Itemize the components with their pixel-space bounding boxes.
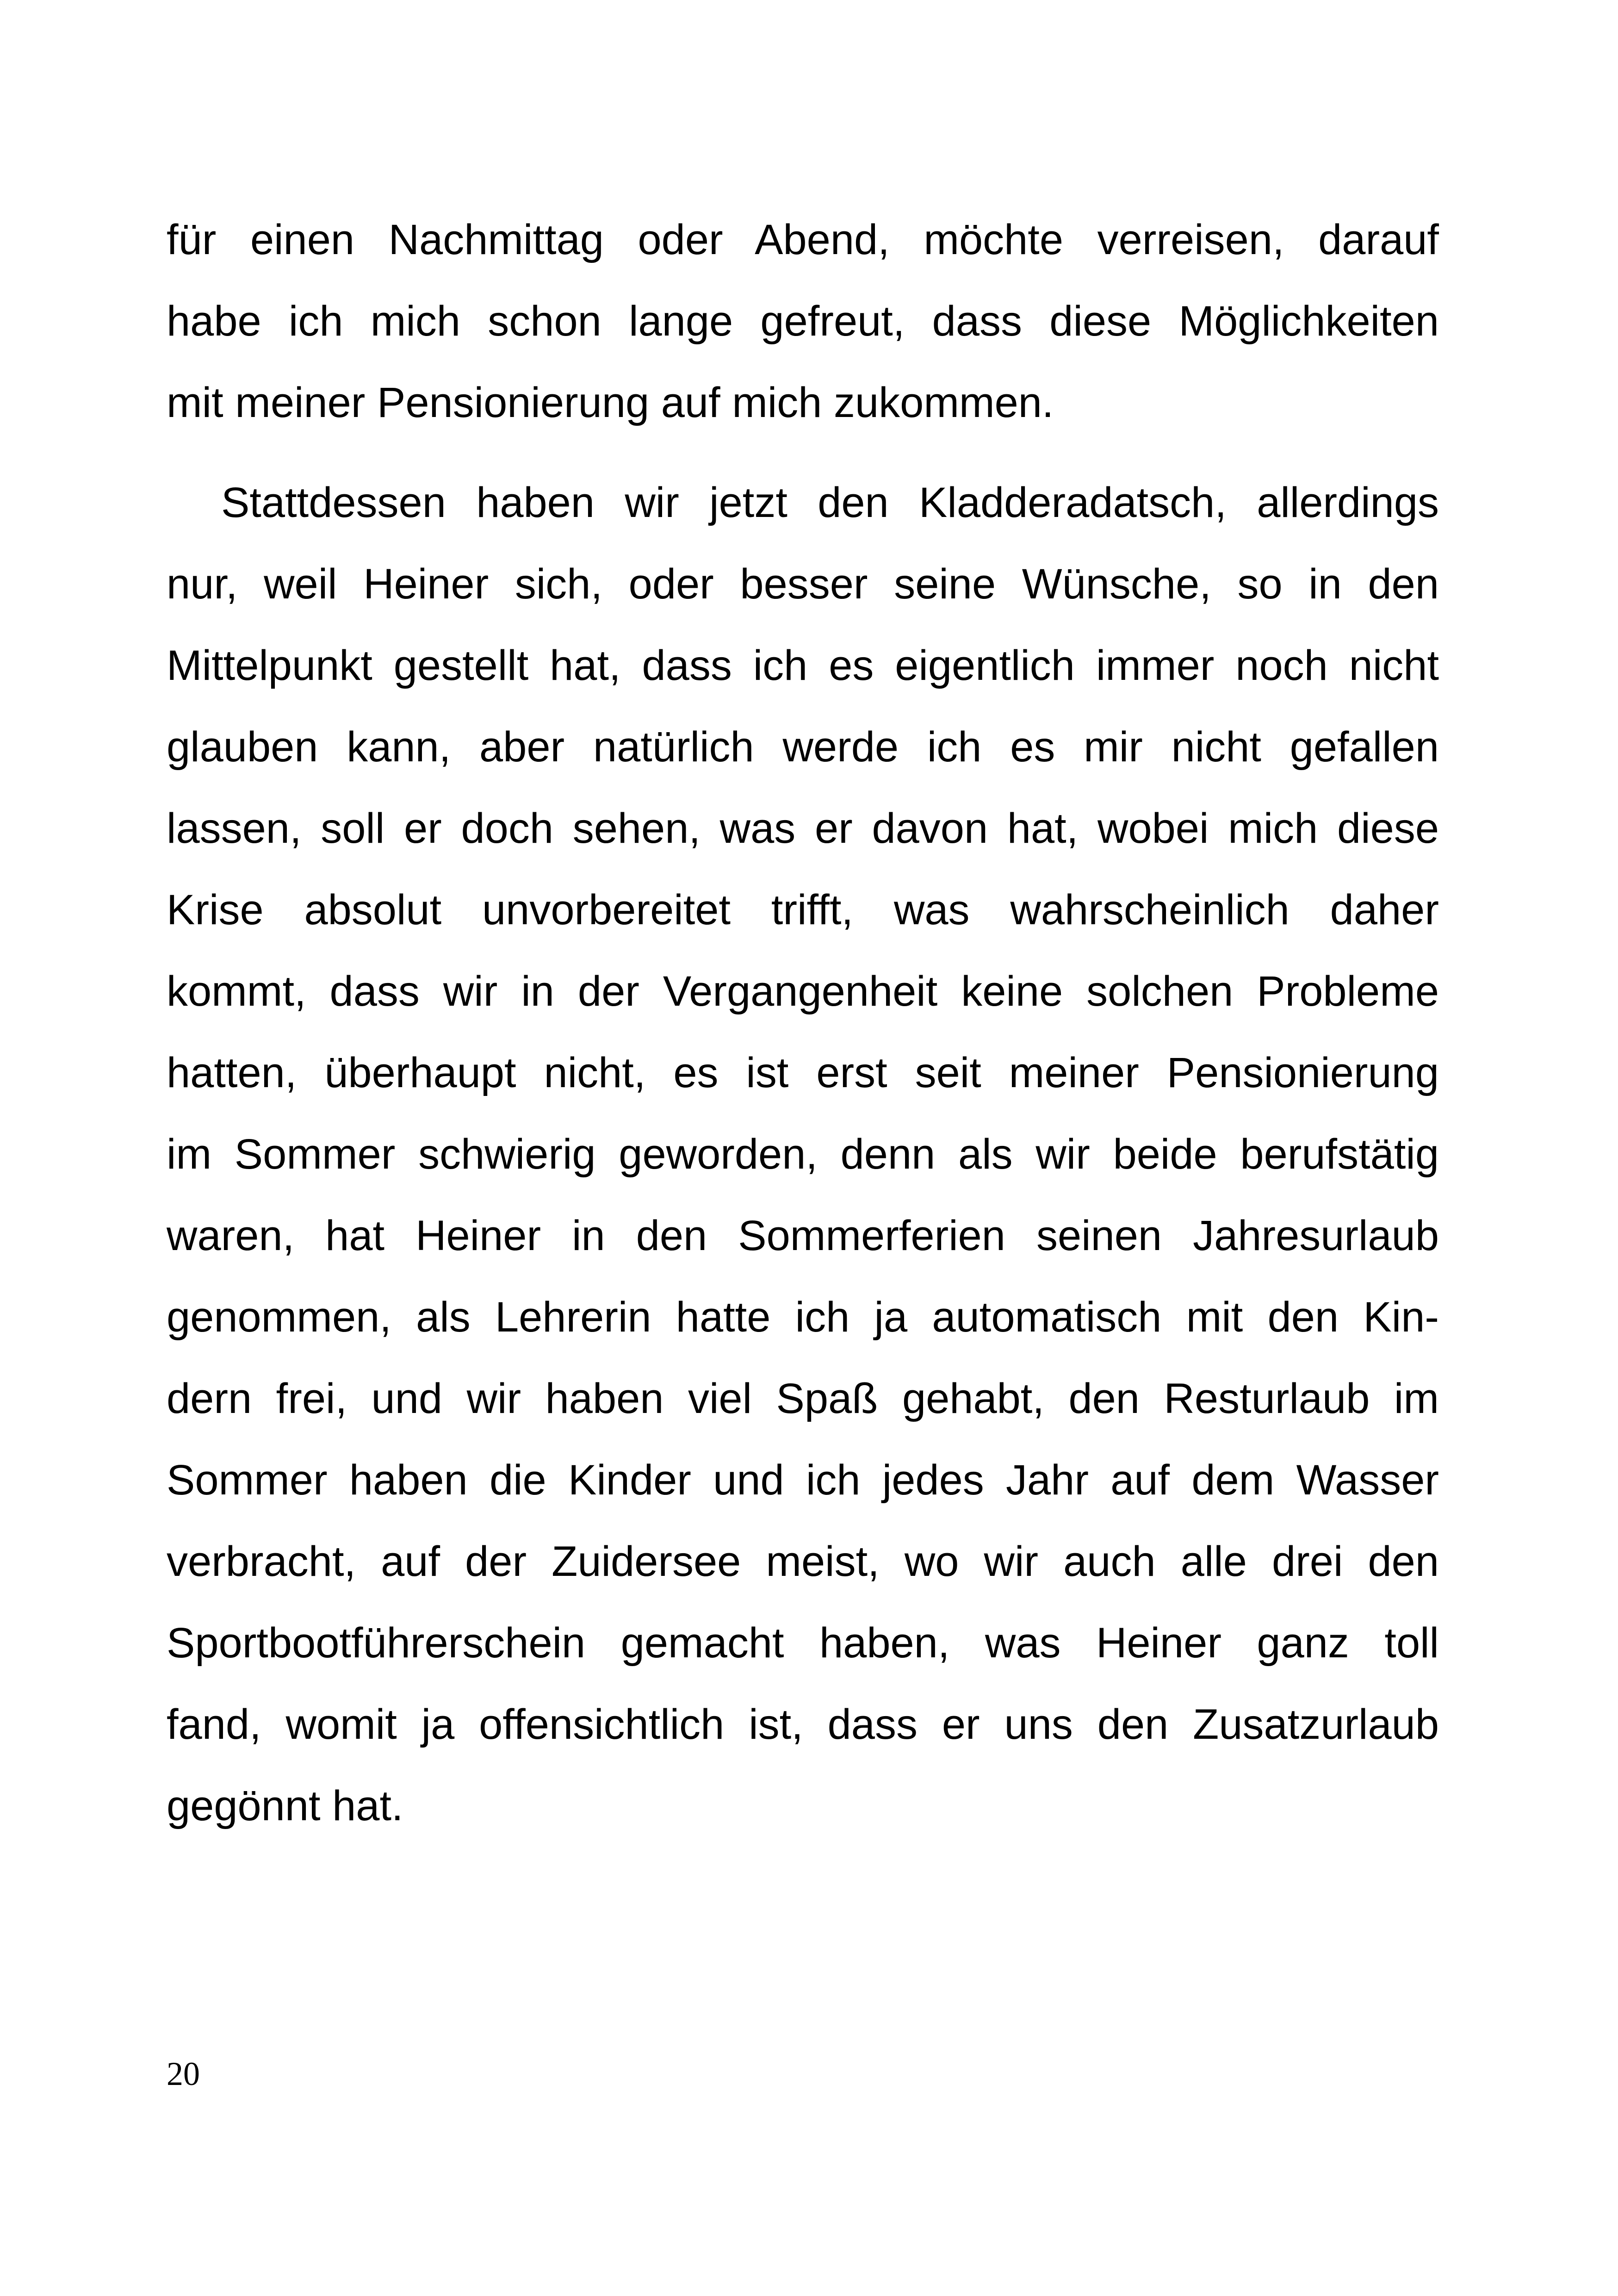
text-line: verbracht, auf der Zuidersee meist, wo wir auch alle drei den [167, 1538, 1439, 1585]
paragraph-spacer [167, 443, 1439, 462]
text-line: glauben kann, aber natürlich werde ich es mir nicht gefallen [167, 723, 1439, 771]
text-line: habe ich mich schon lange gefreut, dass diese Möglichkeiten [167, 298, 1439, 345]
text-line: hatten, überhaupt nicht, es ist erst seit meiner Pensionierung [167, 1049, 1439, 1096]
text-line: waren, hat Heiner in den Sommerferien seinen Jahresurlaub [167, 1212, 1439, 1259]
body-text [167, 199, 1439, 1847]
text-line: nur, weil Heiner sich, oder besser seine Wünsche, so in den [167, 560, 1439, 608]
text-line: im Sommer schwierig geworden, denn als wir beide berufstätig [167, 1131, 1439, 1178]
text-line: lassen, soll er doch sehen, was er davon hat, wobei mich diese [167, 805, 1439, 852]
text-line: Stattdessen haben wir jetzt den Kladderadatsch, allerdings [221, 479, 1439, 526]
paragraph-2 [167, 462, 1439, 1847]
text-line: genommen, als Lehrerin hatte ich ja automatisch mit den Kin- [167, 1294, 1439, 1341]
text-line: mit meiner Pensionierung auf mich zukommen. [167, 379, 1054, 426]
page-number: 20 [167, 2055, 200, 2092]
text-line: dern frei, und wir haben viel Spaß gehabt, den Resturlaub im [167, 1375, 1439, 1422]
text-line: fand, womit ja offensichtlich ist, dass er uns den Zusatzurlaub [167, 1701, 1439, 1748]
text-line: Sportbootführerschein gemacht haben, was Heiner ganz toll [167, 1619, 1439, 1667]
text-line: Sommer haben die Kinder und ich jedes Jahr auf dem Wasser [167, 1456, 1439, 1504]
paragraph-1 [167, 199, 1439, 443]
text-line: gegönnt hat. [167, 1782, 403, 1829]
text-line: Krise absolut unvorbereitet trifft, was wahrscheinlich daher [167, 886, 1439, 933]
text-line: für einen Nachmittag oder Abend, möchte verreisen, darauf [167, 216, 1439, 263]
text-line: kommt, dass wir in der Vergangenheit keine solchen Probleme [167, 968, 1439, 1015]
text-line: Mittelpunkt gestellt hat, dass ich es eigentlich immer noch nicht [167, 642, 1439, 689]
